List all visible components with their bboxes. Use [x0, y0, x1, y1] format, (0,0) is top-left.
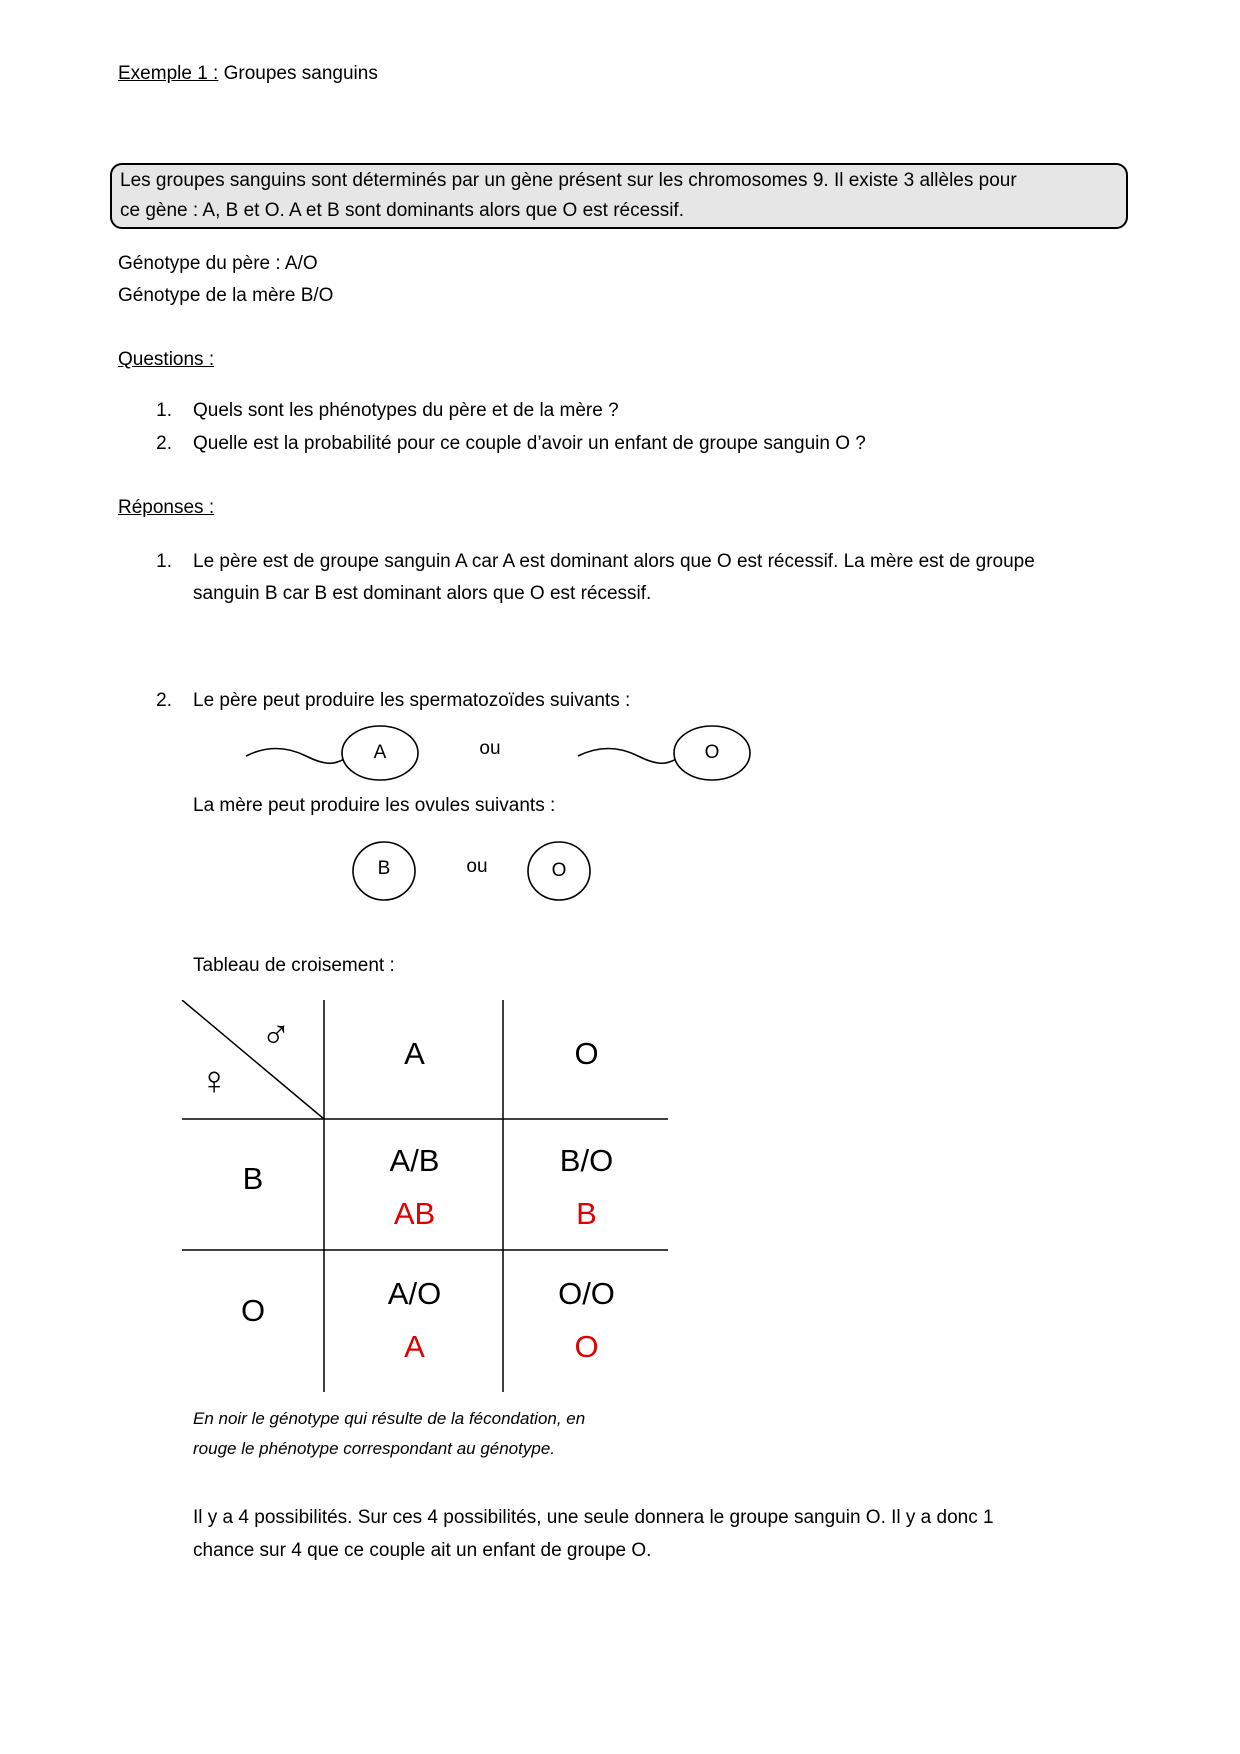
male-symbol-icon: ♂: [261, 1013, 291, 1057]
cell-oo-phenotype: O: [574, 1329, 599, 1364]
sperm-intro: Le père peut produire les spermatozoïdes suivants :: [193, 690, 631, 711]
cell-ao-genotype: A/O: [387, 1276, 442, 1311]
ovule-o-label: O: [551, 860, 567, 881]
legend-note-line-1: En noir le génotype qui résulte de la fécondation, en: [193, 1409, 586, 1428]
question-1-text: Quels sont les phénotypes du père et de la mère ?: [193, 400, 619, 421]
sperm-o-label: O: [704, 742, 720, 763]
intro-box: [110, 163, 1128, 229]
male-allele-a: A: [404, 1036, 425, 1071]
mother-genotype: Génotype de la mère B/O: [118, 285, 334, 306]
ovule-or: ou: [466, 856, 488, 877]
female-symbol-icon: ♀: [199, 1059, 229, 1103]
cell-bo-genotype: B/O: [559, 1143, 614, 1178]
intro-line-2: ce gène : A, B et O. A et B sont dominants alors que O est récessif.: [120, 200, 684, 221]
cell-bo-phenotype: B: [576, 1196, 597, 1231]
sperm-a-label: A: [373, 742, 387, 763]
male-allele-o: O: [574, 1036, 599, 1071]
conclusion-line-1: Il y a 4 possibilités. Sur ces 4 possibilités, une seule donnera le groupe sanguin O. Il y a donc 1: [193, 1507, 994, 1528]
female-allele-b: B: [242, 1161, 264, 1196]
cell-oo-genotype: O/O: [558, 1276, 615, 1311]
cell-ab-genotype: A/B: [389, 1143, 440, 1178]
answer-1-number: 1.: [156, 551, 172, 572]
answer-1-line-1: Le père est de groupe sanguin A car A est dominant alors que O est récessif. La mère est de groupe: [193, 551, 1035, 572]
heading-label: Exemple 1 :: [118, 63, 219, 84]
intro-line-1: Les groupes sanguins sont déterminés par un gène présent sur les chromosomes 9. Il existe 3 allèles pour: [120, 170, 1017, 191]
question-2-text: Quelle est la probabilité pour ce couple d’avoir un enfant de groupe sanguin O ?: [193, 433, 866, 454]
question-1-number: 1.: [156, 400, 172, 421]
ovule-intro: La mère peut produire les ovules suivants :: [193, 795, 556, 816]
legend-note-line-2: rouge le phénotype correspondant au génotype.: [193, 1439, 555, 1458]
ovule-b-label: B: [377, 858, 391, 879]
father-genotype: Génotype du père : A/O: [118, 253, 318, 274]
sperm-or: ou: [479, 738, 501, 759]
female-allele-o: O: [240, 1293, 266, 1328]
questions-title: Questions :: [118, 349, 215, 370]
conclusion-line-2: chance sur 4 que ce couple ait un enfant de groupe O.: [193, 1540, 652, 1561]
cell-ab-phenotype: AB: [393, 1196, 436, 1231]
cell-ao-phenotype: A: [404, 1329, 425, 1364]
heading-title: Groupes sanguins: [223, 63, 378, 84]
question-2-number: 2.: [156, 433, 172, 454]
page-heading: [118, 58, 378, 90]
answer-1-line-2: sanguin B car B est dominant alors que O est récessif.: [193, 583, 652, 604]
table-title: Tableau de croisement :: [193, 955, 395, 976]
answers-title: Réponses :: [118, 497, 215, 518]
answer-2-number: 2.: [156, 690, 172, 711]
